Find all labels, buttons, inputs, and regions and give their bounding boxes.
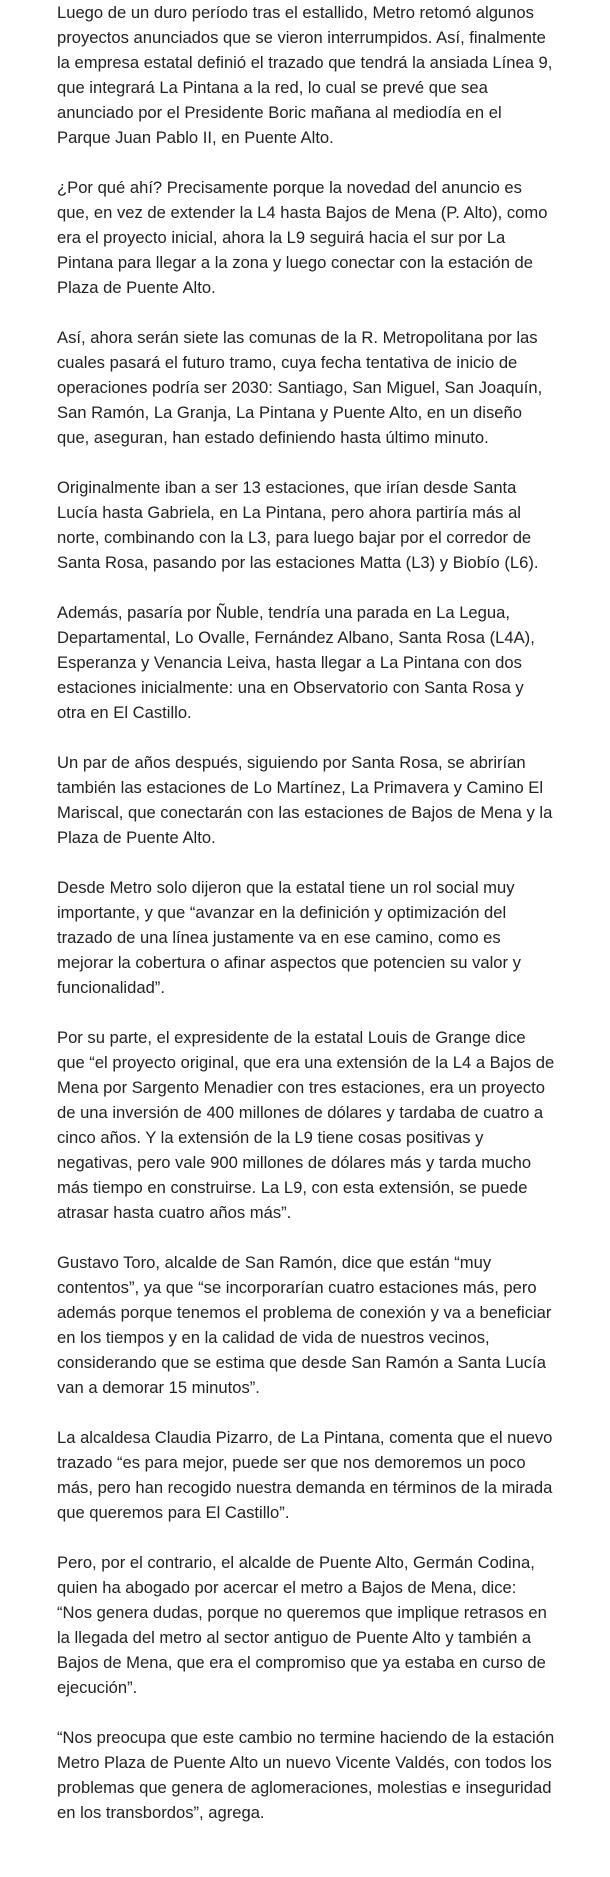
paragraph: Luego de un duro período tras el estallido, Metro retomó algunos proyectos anunciados que se vieron interrumpidos. Así, finalmente la empresa estatal definió el trazado que tendrá la ansiada Línea 9, que integrará La Pintana a la red, lo cual se prevé que sea anunciado por el Presidente Boric mañana al mediodía en el Parque Juan Pablo II, en Puente Alto. bbox=[57, 3, 553, 147]
paragraph: Por su parte, el expresidente de la estatal Louis de Grange dice que “el proyecto original, que era una extensión de la L4 a Bajos de Mena por Sargento Menadier con tres estaciones, era un proyecto de una inversión de 400 millones de dólares y tardaba de cuatro a cinco años. Y la extensión de la L9 tiene cosas positivas y negativas, pero vale 900 millones de dólares más y tarda mucho más tiempo en construirse. La L9, con esta extensión, se puede atrasar hasta cuatro años más”. bbox=[57, 1028, 555, 1222]
paragraph: Además, pasaría por Ñuble, tendría una parada en La Legua, Departamental, Lo Ovalle, Fernández Albano, Santa Rosa (L4A), Esperanza y Venancia Leiva, hasta llegar a La Pintana con dos estaciones inicialmente: una en Observatorio con Santa Rosa y otra en El Castillo. bbox=[57, 603, 535, 722]
paragraph: ¿Por qué ahí? Precisamente porque la novedad del anuncio es que, en vez de extender la L4 hasta Bajos de Mena (P. Alto), como era el proyecto inicial, ahora la L9 seguirá hacia el sur por La Pintana para llegar a la zona y luego conectar con la estación de Plaza de Puente Alto. bbox=[57, 178, 548, 297]
paragraph: Gustavo Toro, alcalde de San Ramón, dice que están “muy contentos”, ya que “se incorporarían cuatro estaciones más, pero además porque tenemos el problema de conexión y va a beneficiar en los tiempos y en la calidad de vida de nuestros vecinos, considerando que se estima que desde San Ramón a Santa Lucía van a demorar 15 minutos”. bbox=[57, 1253, 552, 1397]
paragraph: La alcaldesa Claudia Pizarro, de La Pintana, comenta que el nuevo trazado “es para mejor, puede ser que nos demoremos un poco más, pero han recogido nuestra demanda en términos de la mirada que queremos para El Castillo”. bbox=[57, 1428, 553, 1522]
paragraph: Pero, por el contrario, el alcalde de Puente Alto, Germán Codina, quien ha abogado por acercar el metro a Bajos de Mena, dice: “Nos genera dudas, porque no queremos que implique retrasos en la llegada del metro al sector antiguo de Puente Alto y también a Bajos de Mena, que era el compromiso que ya estaba en curso de ejecución”. bbox=[57, 1553, 547, 1697]
paragraph: Un par de años después, siguiendo por Santa Rosa, se abrirían también las estaciones de Lo Martínez, La Primavera y Camino El Mariscal, que conectarán con las estaciones de Bajos de Mena y la Plaza de Puente Alto. bbox=[57, 753, 553, 847]
paragraph: Desde Metro solo dijeron que la estatal tiene un rol social muy importante, y que “avanzar en la definición y optimización del trazado de una línea justamente va en ese camino, como es mejorar la cobertura o afinar aspectos que potencien su valor y funcionalidad”. bbox=[57, 878, 521, 997]
paragraph: Así, ahora serán siete las comunas de la R. Metropolitana por las cuales pasará el futuro tramo, cuya fecha tentativa de inicio de operaciones podría ser 2030: Santiago, San Miguel, San Joaquín, San Ramón, La Granja, La Pintana y Puente Alto, en un diseño que, aseguran, han estado definiendo hasta último minuto. bbox=[57, 328, 543, 447]
paragraph: Originalmente iban a ser 13 estaciones, que irían desde Santa Lucía hasta Gabriela, en La Pintana, pero ahora partiría más al norte, combinando con la L3, para luego bajar por el corredor de Santa Rosa, pasando por las estaciones Matta (L3) y Biobío (L6). bbox=[57, 478, 539, 572]
article-body bbox=[57, 0, 555, 1825]
paragraph: “Nos preocupa que este cambio no termine haciendo de la estación Metro Plaza de Puente Alto un nuevo Vicente Valdés, con todos los problemas que genera de aglomeraciones, molestias e inseguridad en los transbordos”, agrega. bbox=[57, 1728, 555, 1822]
